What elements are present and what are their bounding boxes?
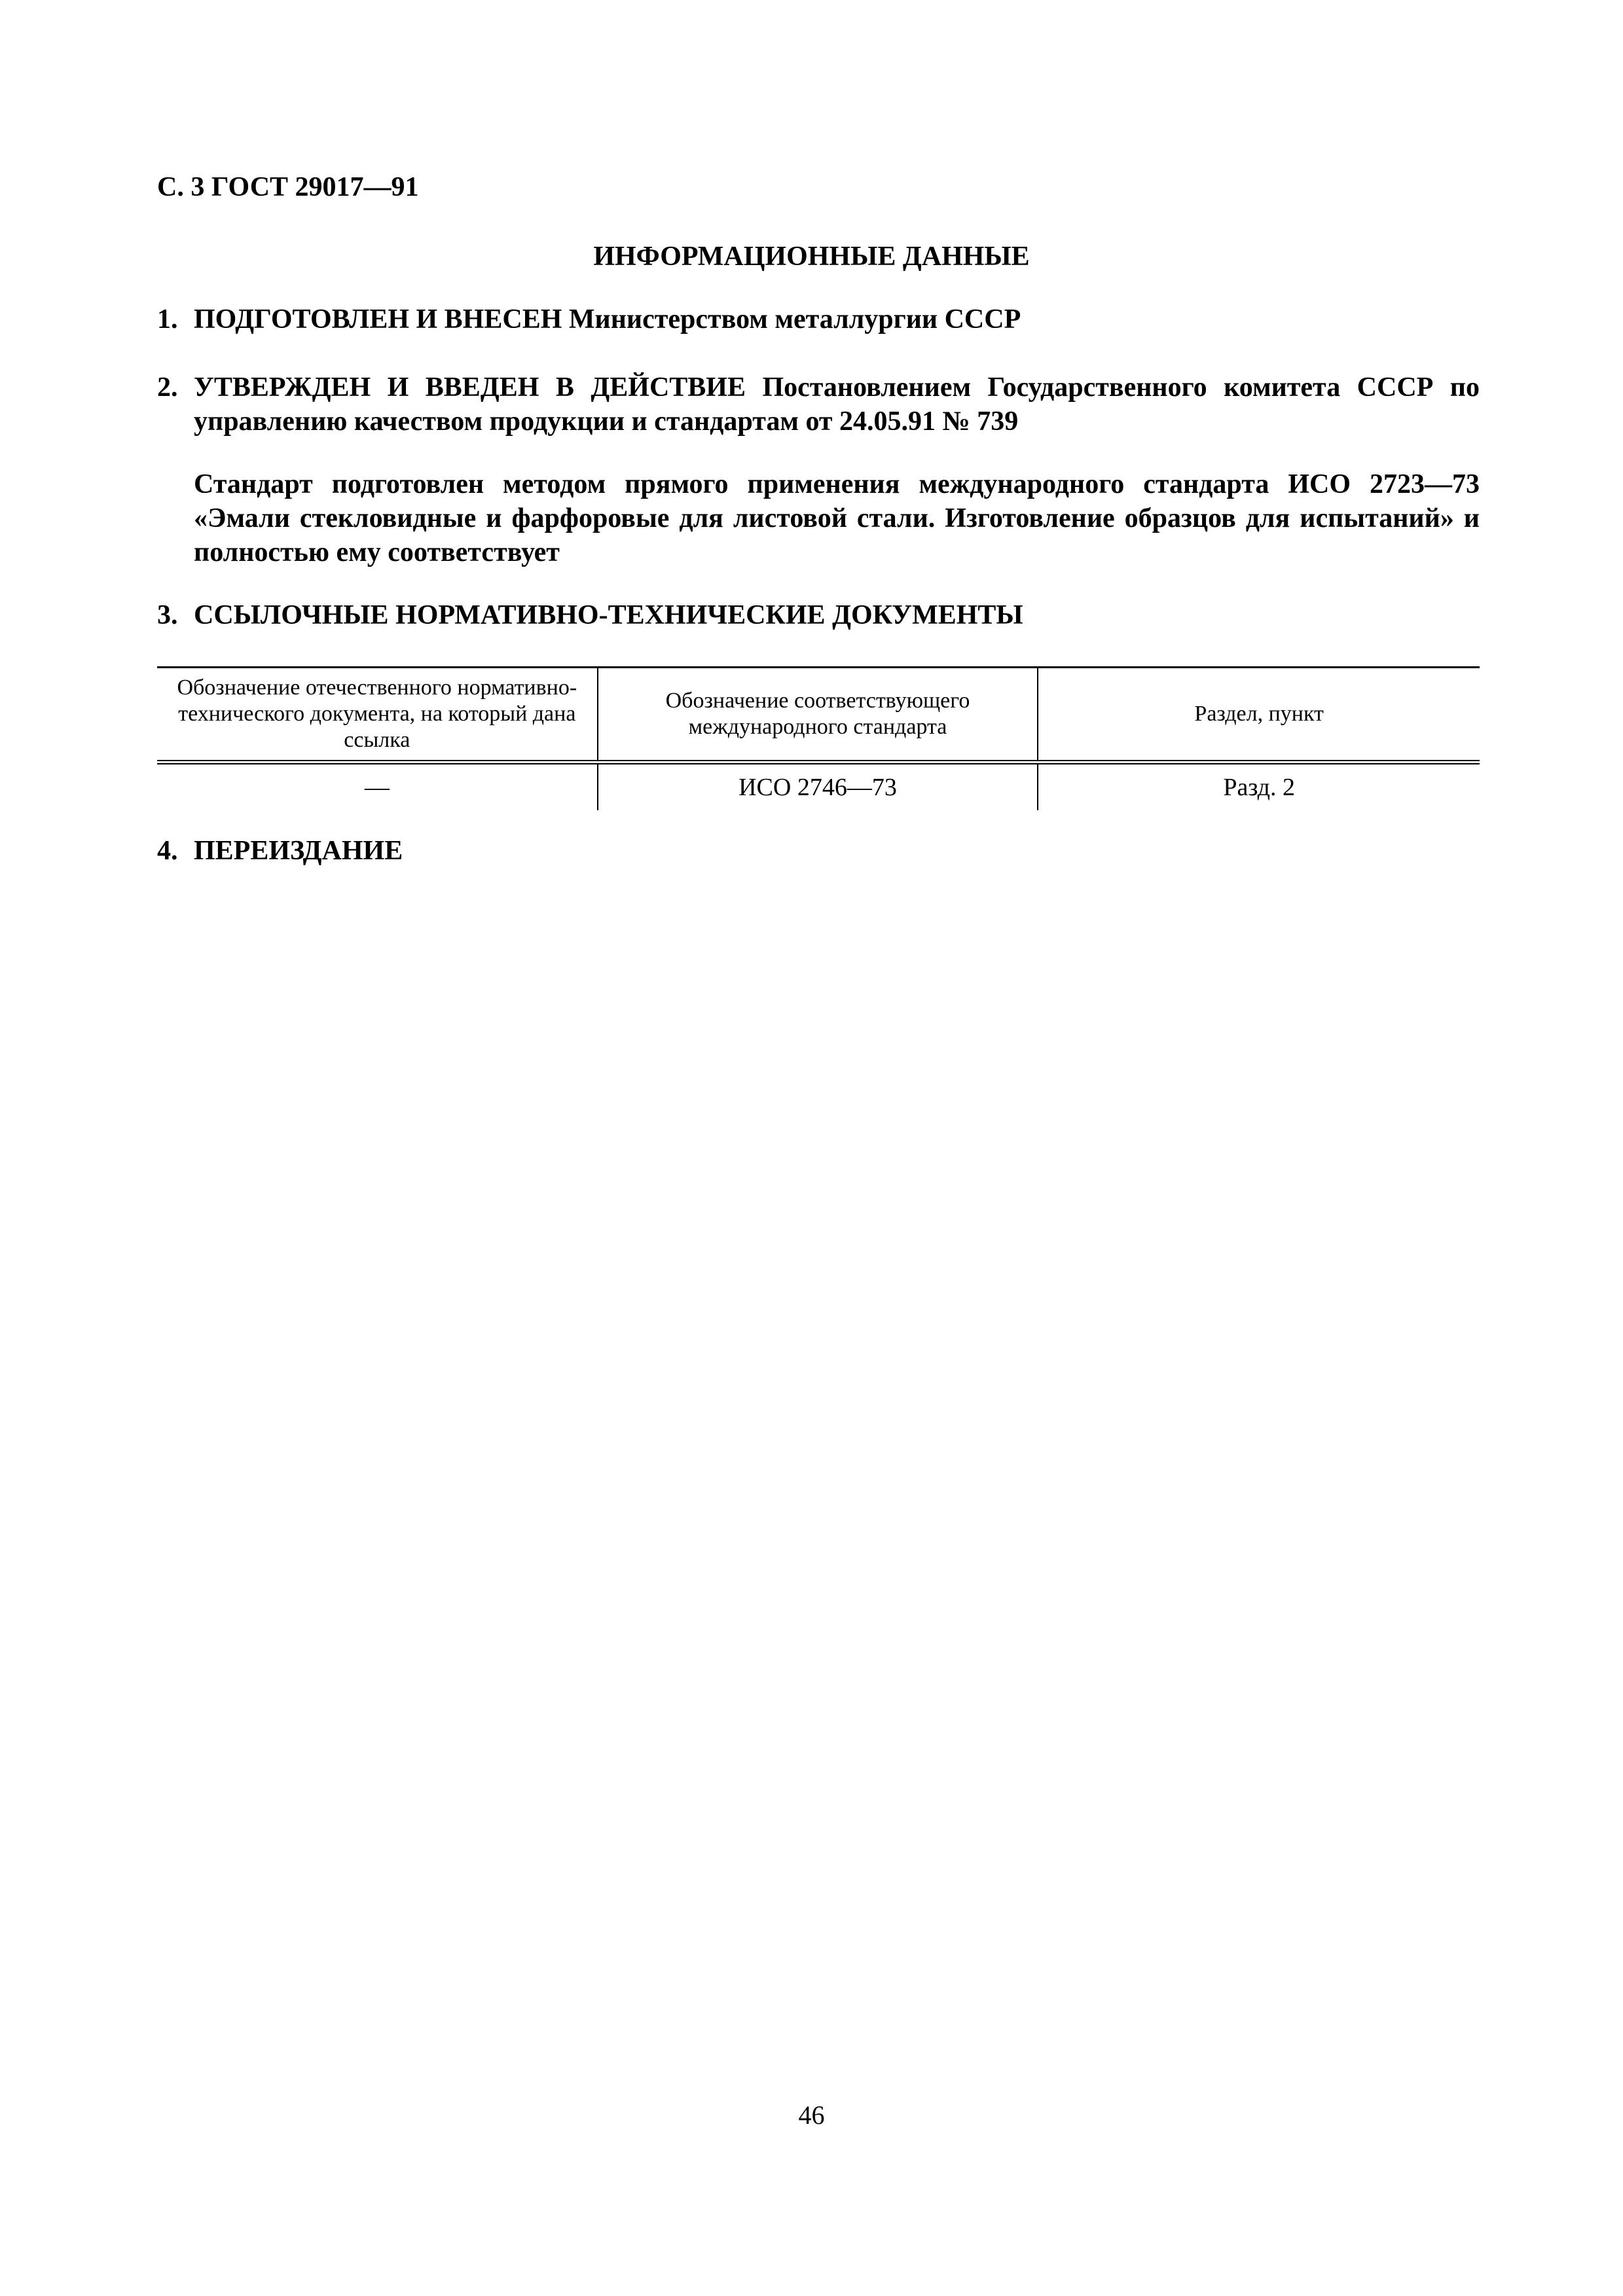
item-lead: ССЫЛОЧНЫЕ НОРМАТИВНО-ТЕХНИЧЕСКИЕ ДОКУМЕНТЫ [194, 600, 1023, 630]
item-body [194, 834, 1480, 868]
item-text: Постановлением Государственного комитета СССР по управлению качеством продукции и стандартам от 24.05.91 № 739 [194, 372, 1480, 437]
item-text: Министерством металлургии СССР [562, 304, 1021, 334]
item-lead: УТВЕРЖДЕН И ВВЕДЕН В ДЕЙСТВИЕ [194, 372, 746, 403]
column-header-section: Раздел, пункт [1038, 668, 1480, 762]
item-body [194, 370, 1480, 439]
table-cell-section: Разд. 2 [1038, 762, 1480, 811]
item-reissue [157, 834, 1480, 868]
table-row [157, 762, 1480, 811]
standard-note: Стандарт подготовлен методом прямого применения международного стандарта ИСО 2723—73 «Эмали стекловидные и фарфоровые для листовой стали. Изготовление образцов для испытаний» и полностью ему соответствует [194, 469, 1480, 567]
reference-documents-table [157, 666, 1480, 810]
item-references [157, 598, 1480, 632]
column-header-international-standard: Обозначение соответствующего международного стандарта [598, 668, 1038, 762]
item-number: 1. [157, 304, 178, 334]
item-prepared [157, 302, 1480, 336]
page-number: 46 [798, 2100, 825, 2130]
table-header-row [157, 668, 1480, 762]
section-title: ИНФОРМАЦИОННЫЕ ДАННЫЕ [593, 242, 1030, 272]
item-lead: ПЕРЕИЗДАНИЕ [194, 836, 403, 866]
item-lead: ПОДГОТОВЛЕН И ВНЕСЕН [194, 304, 562, 334]
table-cell-international-standard: ИСО 2746—73 [598, 762, 1038, 811]
item-body [194, 598, 1480, 632]
item-number: 4. [157, 836, 178, 866]
item-approved [157, 370, 1480, 439]
column-header-domestic-doc: Обозначение отечественного нормативно-технического документа, на который дана ссылка [157, 668, 598, 762]
item-number: 3. [157, 600, 178, 630]
item-body [194, 302, 1480, 336]
table-cell-domestic-doc: — [364, 774, 390, 801]
page-header: С. 3 ГОСТ 29017—91 [157, 172, 419, 202]
item-number: 2. [157, 372, 178, 403]
